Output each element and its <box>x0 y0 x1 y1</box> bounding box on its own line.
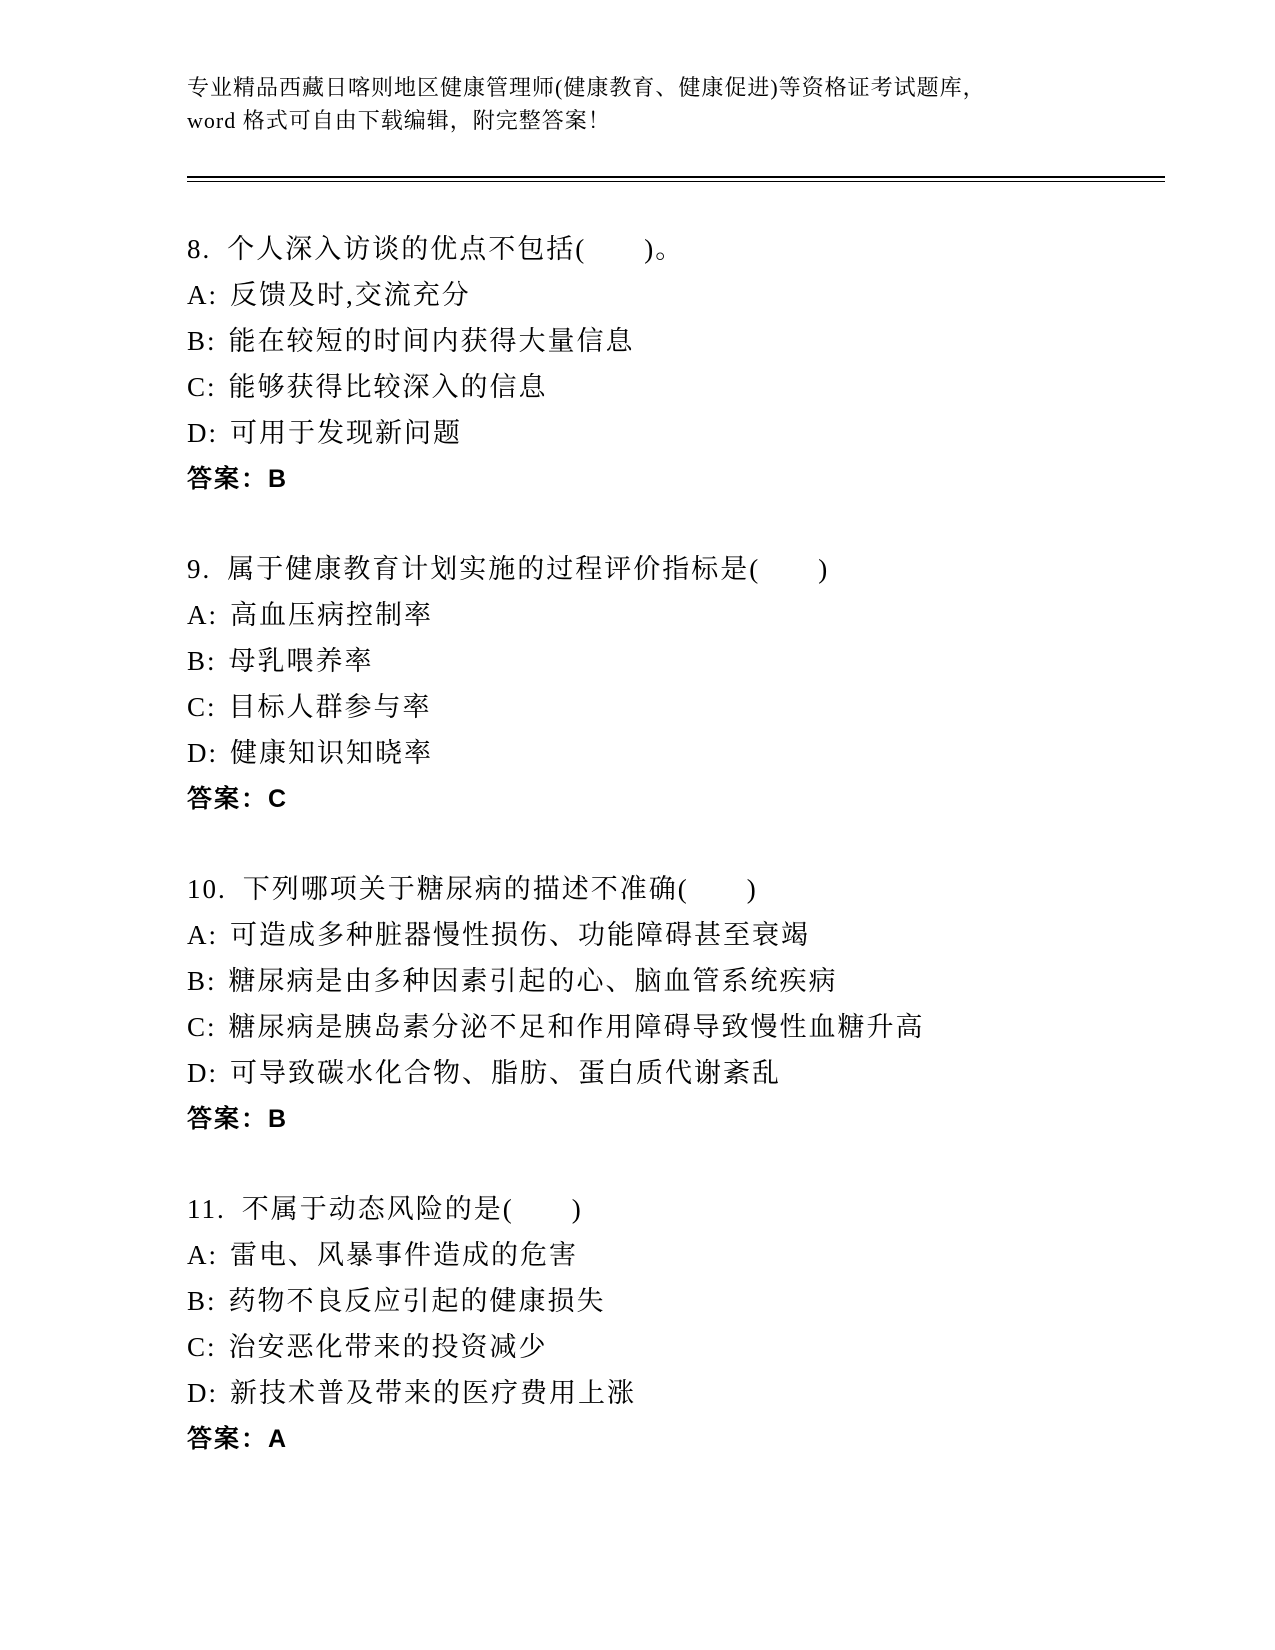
answer-value: B <box>268 465 289 493</box>
option-label: A: <box>187 1240 218 1270</box>
question-block <box>187 1186 1165 1462</box>
option-group <box>187 912 1165 1096</box>
option-text: 能够获得比较深入的信息 <box>228 372 548 402</box>
option-label: D: <box>187 418 218 448</box>
question-title <box>187 546 1165 592</box>
option-label: A: <box>187 600 218 630</box>
option-label: B: <box>187 1286 217 1316</box>
answer-value: B <box>268 1105 289 1133</box>
option-text: 目标人群参与率 <box>228 692 432 722</box>
document-header <box>187 0 1165 137</box>
option-line <box>187 730 1165 776</box>
answer-line <box>187 1416 1165 1462</box>
question-number: 10. <box>187 874 227 904</box>
question-text: 下列哪项关于糖尿病的描述不准确( ) <box>242 874 758 904</box>
option-text: 可导致碳水化合物、脂肪、蛋白质代谢紊乱 <box>230 1058 781 1088</box>
option-line <box>187 1324 1165 1370</box>
option-line <box>187 1004 1165 1050</box>
question-number: 11. <box>187 1194 226 1224</box>
question-list <box>187 226 1165 1462</box>
document-content <box>187 0 1165 1462</box>
answer-label: 答案： <box>187 1105 269 1133</box>
option-line <box>187 1370 1165 1416</box>
option-line <box>187 410 1165 456</box>
option-text: 雷电、风暴事件造成的危害 <box>230 1240 578 1270</box>
option-label: D: <box>187 1378 218 1408</box>
answer-value: A <box>268 1425 289 1453</box>
option-text: 能在较短的时间内获得大量信息 <box>228 326 635 356</box>
option-text: 糖尿病是胰岛素分泌不足和作用障碍导致慢性血糖升高 <box>228 1012 925 1042</box>
option-line <box>187 1232 1165 1278</box>
option-text: 治安恶化带来的投资减少 <box>228 1332 548 1362</box>
question-title <box>187 866 1165 912</box>
option-line <box>187 318 1165 364</box>
option-line <box>187 958 1165 1004</box>
question-text: 属于健康教育计划实施的过程评价指标是( ) <box>227 554 830 584</box>
answer-label: 答案： <box>187 1425 269 1453</box>
question-text: 个人深入访谈的优点不包括( )。 <box>227 234 685 264</box>
option-group <box>187 272 1165 456</box>
question-number: 9. <box>187 554 212 584</box>
option-line <box>187 364 1165 410</box>
header-line-2: word 格式可自由下载编辑，附完整答案！ <box>187 108 611 133</box>
option-text: 反馈及时,交流充分 <box>230 280 471 310</box>
option-text: 可用于发现新问题 <box>230 418 462 448</box>
option-label: C: <box>187 1012 217 1042</box>
option-text: 糖尿病是由多种因素引起的心、脑血管系统疾病 <box>228 966 838 996</box>
option-label: B: <box>187 966 217 996</box>
option-label: D: <box>187 738 218 768</box>
option-line <box>187 1050 1165 1096</box>
option-line <box>187 684 1165 730</box>
option-line <box>187 912 1165 958</box>
option-group <box>187 592 1165 776</box>
header-divider-rule <box>187 176 1165 182</box>
option-label: A: <box>187 920 218 950</box>
option-line <box>187 592 1165 638</box>
question-title <box>187 1186 1165 1232</box>
header-line-1: 专业精品西藏日喀则地区健康管理师(健康教育、健康促进)等资格证考试题库， <box>187 75 986 100</box>
option-label: A: <box>187 280 218 310</box>
option-line <box>187 638 1165 684</box>
option-text: 可造成多种脏器慢性损伤、功能障碍甚至衰竭 <box>230 920 810 950</box>
option-label: C: <box>187 372 217 402</box>
question-block <box>187 546 1165 822</box>
answer-label: 答案： <box>187 785 269 813</box>
option-label: C: <box>187 692 217 722</box>
option-text: 新技术普及带来的医疗费用上涨 <box>230 1378 636 1408</box>
answer-value: C <box>268 785 289 813</box>
option-text: 健康知识知晓率 <box>230 738 433 768</box>
option-label: B: <box>187 646 217 676</box>
option-label: B: <box>187 326 217 356</box>
question-text: 不属于动态风险的是( ) <box>241 1194 583 1224</box>
option-text: 药物不良反应引起的健康损失 <box>228 1286 606 1316</box>
option-text: 母乳喂养率 <box>228 646 374 676</box>
option-line <box>187 1278 1165 1324</box>
question-title <box>187 226 1165 272</box>
answer-line <box>187 776 1165 822</box>
question-block <box>187 866 1165 1142</box>
option-label: D: <box>187 1058 218 1088</box>
option-line <box>187 272 1165 318</box>
answer-line <box>187 1096 1165 1142</box>
answer-label: 答案： <box>187 465 269 493</box>
question-number: 8. <box>187 234 212 264</box>
option-group <box>187 1232 1165 1416</box>
answer-line <box>187 456 1165 502</box>
option-label: C: <box>187 1332 217 1362</box>
question-block <box>187 226 1165 502</box>
option-text: 高血压病控制率 <box>230 600 433 630</box>
